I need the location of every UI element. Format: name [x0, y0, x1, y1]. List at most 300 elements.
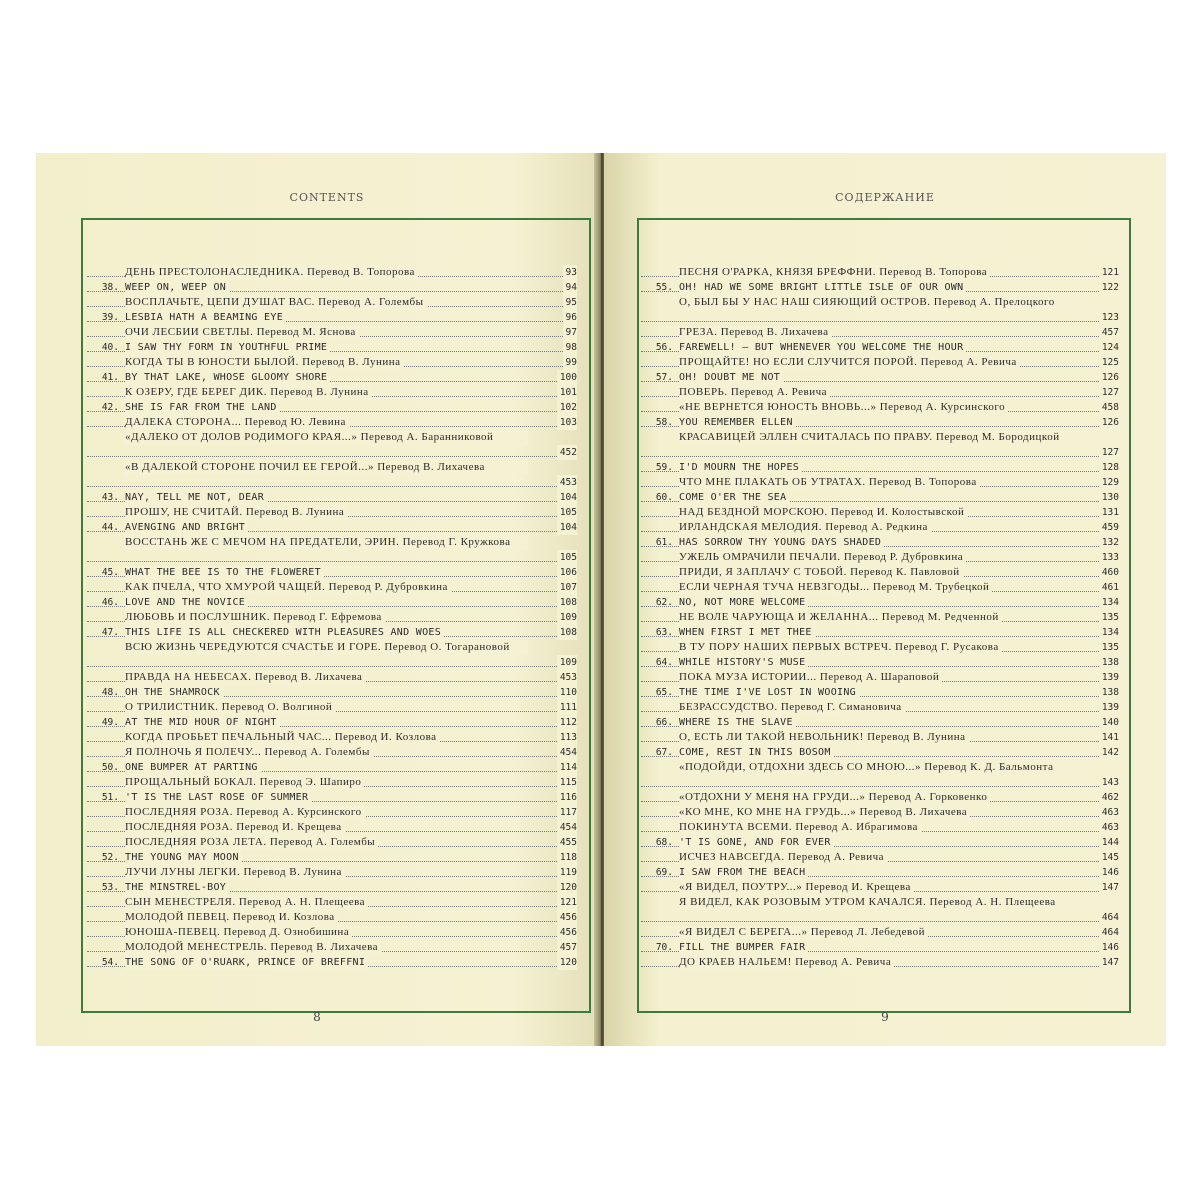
entry-title: «В ДАЛЕКОЙ СТОРОНЕ ПОЧИЛ ЕЕ ГЕРОЙ...» Перевод В. Лихачева [125, 460, 528, 475]
toc-entry [641, 280, 1119, 295]
entry-title: 'T IS GONE, AND FOR EVER [679, 835, 834, 850]
entry-number: 48. [101, 687, 119, 698]
toc-entry [87, 340, 577, 355]
entry-title: I SAW FROM THE BEACH [679, 865, 808, 880]
entry-number: 66. [655, 717, 673, 728]
entry-page: 133 [1099, 550, 1119, 565]
entry-title: ОЧИ ЛЕСБИИ СВЕТЛЫ. Перевод М. Яснова [125, 325, 359, 340]
entry-title: В ТУ ПОРУ НАШИХ ПЕРВЫХ ВСТРЕЧ. Перевод Г. Русакова [679, 640, 1002, 655]
entry-title: КОГДА ПРОБЬЕТ ПЕЧАЛЬНЫЙ ЧАС... Перевод И. Козлова [125, 730, 440, 745]
entry-title: «Я ВИДЕЛ, ПОУТРУ...» Перевод И. Крещева [679, 880, 914, 895]
entry-number: 69. [655, 867, 673, 878]
toc-entry [87, 490, 577, 505]
entry-page: 108 [557, 625, 577, 640]
entry-page: 132 [1099, 535, 1119, 550]
entry-title: ПОСЛЕДНЯЯ РОЗА. Перевод И. Крещева [125, 820, 345, 835]
entry-page: 141 [1099, 730, 1119, 745]
entry-page: 97 [563, 325, 577, 340]
entry-page: 463 [1099, 805, 1119, 820]
contents-frame-right [637, 218, 1131, 1013]
running-head-left: CONTENTS [289, 191, 365, 204]
toc-entry [641, 265, 1119, 280]
entry-page: 109 [557, 655, 577, 670]
entry-number: 70. [655, 942, 673, 953]
toc-entry [87, 760, 577, 775]
toc-entry [87, 505, 577, 520]
entry-title: HAS SORROW THY YOUNG DAYS SHADED [679, 535, 884, 550]
toc-entry [87, 745, 577, 760]
entry-page: 125 [1099, 355, 1119, 370]
entry-title: ВОСПЛАЧЬТЕ, ЦЕПИ ДУШАТ ВАС. Перевод А. Голембы [125, 295, 427, 310]
entry-page: 139 [1099, 700, 1119, 715]
entry-title: «ОТДОХНИ У МЕНЯ НА ГРУДИ...» Перевод А. Горковенко [679, 790, 990, 805]
entry-title: «НЕ ВЕРНЕТСЯ ЮНОСТЬ ВНОВЬ...» Перевод А. Курсинского [679, 400, 1008, 415]
entry-title: ЧТО МНЕ ПЛАКАТЬ ОБ УТРАТАХ. Перевод В. Топорова [679, 475, 980, 490]
entry-page: 105 [557, 505, 577, 520]
toc-entry [87, 835, 577, 850]
entry-page: 142 [1099, 745, 1119, 760]
entry-title: ПРОЩАЙТЕ! НО ЕСЛИ СЛУЧИТСЯ ПОРОЙ. Перевод А. Ревича [679, 355, 1020, 370]
entry-page: 120 [557, 955, 577, 970]
entry-page: 453 [557, 670, 577, 685]
entry-number: 42. [101, 402, 119, 413]
entry-page: 114 [557, 760, 577, 775]
toc-entry [87, 820, 577, 835]
entry-title: ГРЕЗА. Перевод В. Лихачева [679, 325, 831, 340]
entry-page: 98 [563, 340, 577, 355]
toc-entry [641, 805, 1119, 820]
entry-page: 464 [1099, 925, 1119, 940]
toc-entry [641, 325, 1119, 340]
toc-entry [87, 280, 577, 295]
entry-title: THE SONG OF O'RUARK, PRINCE OF BREFFNI [125, 955, 368, 970]
entry-title: THE YOUNG MAY MOON [125, 850, 242, 865]
entry-page: 127 [1099, 385, 1119, 400]
entry-title: ИСЧЕЗ НАВСЕГДА. Перевод А. Ревича [679, 850, 887, 865]
entry-title: THIS LIFE IS ALL CHECKERED WITH PLEASURES AND WOES [125, 625, 444, 640]
entry-page: 108 [557, 595, 577, 610]
toc-entry [641, 625, 1119, 640]
entry-number: 59. [655, 462, 673, 473]
entry-title: ЕСЛИ ЧЕРНАЯ ТУЧА НЕВЗГОДЫ... Перевод М. Трубецкой [679, 580, 992, 595]
toc-entry [87, 325, 577, 340]
toc-entry [641, 685, 1119, 700]
entry-title: НЕ ВОЛЕ ЧАРУЮЩА И ЖЕЛАННА... Перевод М. Редченной [679, 610, 1002, 625]
entry-number: 61. [655, 537, 673, 548]
entry-page: 461 [1099, 580, 1119, 595]
entry-title: ПРОЩАЛЬНЫЙ БОКАЛ. Перевод Э. Шапиро [125, 775, 364, 790]
entry-number: 54. [101, 957, 119, 968]
entry-title: ПРАВДА НА НЕБЕСАХ. Перевод В. Лихачева [125, 670, 365, 685]
running-head-right: СОДЕРЖАНИЕ [835, 191, 935, 204]
toc-entry [641, 760, 1119, 790]
entry-title: AVENGING AND BRIGHT [125, 520, 248, 535]
left-page [36, 153, 598, 1046]
entry-title: SHE IS FAR FROM THE LAND [125, 400, 280, 415]
entry-page: 121 [1099, 265, 1119, 280]
toc-entry [87, 595, 577, 610]
toc-list-right [641, 265, 1119, 970]
entry-title: ПОКИНУТА ВСЕМИ. Перевод А. Ибрагимова [679, 820, 921, 835]
entry-page: 103 [557, 415, 577, 430]
entry-number: 65. [655, 687, 673, 698]
toc-entry [641, 295, 1119, 325]
entry-page: 144 [1099, 835, 1119, 850]
dot-leader [87, 456, 577, 457]
entry-number: 39. [101, 312, 119, 323]
entry-title: OH THE SHAMROCK [125, 685, 223, 700]
toc-entry [641, 880, 1119, 895]
entry-page: 458 [1099, 400, 1119, 415]
toc-entry [641, 700, 1119, 715]
toc-entry [87, 385, 577, 400]
entry-page: 99 [563, 355, 577, 370]
entry-page: 147 [1099, 880, 1119, 895]
toc-entry [87, 625, 577, 640]
entry-page: 123 [1099, 310, 1119, 325]
entry-title: OH! HAD WE SOME BRIGHT LITTLE ISLE OF OUR OWN [679, 280, 966, 295]
entry-page: 128 [1099, 460, 1119, 475]
toc-entry [641, 520, 1119, 535]
entry-page: 130 [1099, 490, 1119, 505]
toc-entry [641, 955, 1119, 970]
entry-title: К ОЗЕРУ, ГДЕ БЕРЕГ ДИК. Перевод В. Лунина [125, 385, 372, 400]
entry-page: 110 [557, 685, 577, 700]
entry-title: WHILE HISTORY'S MUSE [679, 655, 808, 670]
entry-title: AT THE MID HOUR OF NIGHT [125, 715, 280, 730]
entry-page: 138 [1099, 685, 1119, 700]
page-number-right: 9 [881, 1010, 889, 1024]
entry-title: БЕЗРАССУДСТВО. Перевод Г. Симановича [679, 700, 905, 715]
contents-frame-left [81, 218, 591, 1013]
entry-page: 143 [1099, 775, 1119, 790]
entry-page: 145 [1099, 850, 1119, 865]
toc-entry [87, 955, 577, 970]
entry-number: 41. [101, 372, 119, 383]
entry-page: 115 [557, 775, 577, 790]
toc-entry [641, 850, 1119, 865]
toc-entry [87, 430, 577, 460]
toc-entry [641, 385, 1119, 400]
entry-page: 457 [1099, 325, 1119, 340]
dot-leader [641, 921, 1119, 922]
entry-page: 456 [557, 925, 577, 940]
entry-page: 94 [563, 280, 577, 295]
toc-entry [87, 355, 577, 370]
entry-title: ПОСЛЕДНЯЯ РОЗА ЛЕТА. Перевод А. Голембы [125, 835, 378, 850]
entry-page: 135 [1099, 640, 1119, 655]
toc-entry [87, 520, 577, 535]
entry-number: 68. [655, 837, 673, 848]
entry-title: LOVE AND THE NOVICE [125, 595, 248, 610]
dot-leader [641, 786, 1119, 787]
entry-page: 139 [1099, 670, 1119, 685]
entry-title: ЮНОША-ПЕВЕЦ. Перевод Д. Ознобишина [125, 925, 352, 940]
entry-page: 138 [1099, 655, 1119, 670]
right-page [604, 153, 1166, 1046]
entry-page: 124 [1099, 340, 1119, 355]
toc-entry [87, 925, 577, 940]
entry-title: WHEN FIRST I MET THEE [679, 625, 815, 640]
toc-entry [87, 910, 577, 925]
entry-title: Я ВИДЕЛ, КАК РОЗОВЫМ УТРОМ КАЧАЛСЯ. Перевод А. Н. Плещеева [679, 895, 1082, 910]
entry-title: УЖЕЛЬ ОМРАЧИЛИ ПЕЧАЛИ. Перевод Р. Дубровкина [679, 550, 966, 565]
entry-page: 105 [557, 550, 577, 565]
entry-number: 43. [101, 492, 119, 503]
toc-entry [641, 460, 1119, 475]
entry-number: 44. [101, 522, 119, 533]
entry-number: 57. [655, 372, 673, 383]
entry-page: 118 [557, 850, 577, 865]
entry-page: 113 [557, 730, 577, 745]
entry-page: 146 [1099, 865, 1119, 880]
toc-entry [641, 430, 1119, 460]
entry-page: 452 [557, 445, 577, 460]
entry-title: ДАЛЕКА СТОРОНА... Перевод Ю. Левина [125, 415, 349, 430]
entry-number: 38. [101, 282, 119, 293]
entry-page: 119 [557, 865, 577, 880]
entry-title: LESBIA HATH A BEAMING EYE [125, 310, 286, 325]
entry-title: МОЛОДОЙ МЕНЕСТРЕЛЬ. Перевод В. Лихачева [125, 940, 381, 955]
entry-title: COME, REST IN THIS BOSOM [679, 745, 834, 760]
entry-page: 129 [1099, 475, 1119, 490]
entry-title: FILL THE BUMPER FAIR [679, 940, 808, 955]
entry-title: КРАСАВИЦЕЙ ЭЛЛЕН СЧИТАЛАСЬ ПО ПРАВУ. Перевод М. Бородицкой [679, 430, 1082, 445]
entry-page: 120 [557, 880, 577, 895]
entry-number: 55. [655, 282, 673, 293]
dot-leader [87, 561, 577, 562]
entry-number: 64. [655, 657, 673, 668]
toc-entry [87, 265, 577, 280]
entry-number: 51. [101, 792, 119, 803]
toc-entry [87, 670, 577, 685]
toc-entry [87, 805, 577, 820]
entry-page: 104 [557, 520, 577, 535]
toc-list-left [87, 265, 577, 970]
toc-entry [87, 685, 577, 700]
entry-title: Я ПОЛНОЧЬ Я ПОЛЕЧУ... Перевод А. Голембы [125, 745, 373, 760]
entry-title: ONE BUMPER AT PARTING [125, 760, 261, 775]
toc-entry [641, 790, 1119, 805]
toc-entry [641, 415, 1119, 430]
entry-title: «ДАЛЕКО ОТ ДОЛОВ РОДИМОГО КРАЯ...» Перевод А. Баранниковой [125, 430, 528, 445]
toc-entry [87, 850, 577, 865]
toc-entry [641, 370, 1119, 385]
toc-entry [87, 400, 577, 415]
entry-page: 101 [557, 385, 577, 400]
toc-entry [641, 925, 1119, 940]
toc-entry [641, 895, 1119, 925]
entry-page: 464 [1099, 910, 1119, 925]
entry-title: О, ЕСТЬ ЛИ ТАКОЙ НЕВОЛЬНИК! Перевод В. Лунина [679, 730, 969, 745]
toc-entry [87, 775, 577, 790]
toc-entry [641, 865, 1119, 880]
entry-title: «КО МНЕ, КО МНЕ НА ГРУДЬ...» Перевод В. Лихачева [679, 805, 970, 820]
entry-title: КАК ПЧЕЛА, ЧТО ХМУРОЙ ЧАЩЕЙ. Перевод Р. Дубровкина [125, 580, 451, 595]
entry-title: «ПОДОЙДИ, ОТДОХНИ ЗДЕСЬ СО МНОЮ...» Перевод К. Д. Бальмонта [679, 760, 1082, 775]
toc-entry [87, 895, 577, 910]
toc-entry [641, 355, 1119, 370]
entry-title: «Я ВИДЕЛ С БЕРЕГА...» Перевод Л. Лебедевой [679, 925, 928, 940]
entry-title: WHAT THE BEE IS TO THE FLOWERET [125, 565, 324, 580]
toc-entry [87, 715, 577, 730]
entry-number: 50. [101, 762, 119, 773]
entry-page: 454 [557, 745, 577, 760]
toc-entry [641, 730, 1119, 745]
entry-title: КОГДА ТЫ В ЮНОСТИ БЫЛОЙ. Перевод В. Лунина [125, 355, 404, 370]
entry-title: I'D MOURN THE HOPES [679, 460, 802, 475]
entry-number: 67. [655, 747, 673, 758]
entry-title: YOU REMEMBER ELLEN [679, 415, 796, 430]
entry-page: 135 [1099, 610, 1119, 625]
entry-title: ПОВЕРЬ. Перевод А. Ревича [679, 385, 830, 400]
toc-entry [87, 640, 577, 670]
toc-entry [641, 835, 1119, 850]
toc-entry [87, 295, 577, 310]
entry-title: НАД БЕЗДНОЙ МОРСКОЮ. Перевод И. Колостывской [679, 505, 967, 520]
entry-page: 112 [557, 715, 577, 730]
entry-page: 126 [1099, 370, 1119, 385]
toc-entry [641, 580, 1119, 595]
entry-number: 53. [101, 882, 119, 893]
entry-number: 56. [655, 342, 673, 353]
entry-page: 96 [563, 310, 577, 325]
entry-page: 95 [563, 295, 577, 310]
toc-entry [641, 535, 1119, 550]
entry-page: 117 [557, 805, 577, 820]
entry-title: ЛУЧИ ЛУНЫ ЛЕГКИ. Перевод В. Лунина [125, 865, 345, 880]
entry-page: 462 [1099, 790, 1119, 805]
entry-title: МОЛОДОЙ ПЕВЕЦ. Перевод И. Козлова [125, 910, 338, 925]
toc-entry [641, 400, 1119, 415]
toc-entry [641, 340, 1119, 355]
entry-page: 455 [557, 835, 577, 850]
entry-title: ДЕНЬ ПРЕСТОЛОНАСЛЕДНИКА. Перевод В. Топорова [125, 265, 418, 280]
entry-title: ПОСЛЕДНЯЯ РОЗА. Перевод А. Курсинского [125, 805, 365, 820]
entry-title: THE MINSTREL-BOY [125, 880, 229, 895]
page-number-left: 8 [313, 1010, 321, 1024]
entry-title: OH! DOUBT ME NOT [679, 370, 783, 385]
entry-title: 'T IS THE LAST ROSE OF SUMMER [125, 790, 311, 805]
entry-title: NO, NOT MORE WELCOME [679, 595, 808, 610]
toc-entry [641, 565, 1119, 580]
toc-entry [87, 310, 577, 325]
entry-title: ДО КРАЕВ НАЛЬЕМ! Перевод А. Ревича [679, 955, 894, 970]
entry-number: 46. [101, 597, 119, 608]
entry-page: 463 [1099, 820, 1119, 835]
entry-title: COME O'ER THE SEA [679, 490, 789, 505]
entry-page: 147 [1099, 955, 1119, 970]
entry-page: 453 [557, 475, 577, 490]
entry-number: 60. [655, 492, 673, 503]
entry-page: 140 [1099, 715, 1119, 730]
entry-title: ВСЮ ЖИЗНЬ ЧЕРЕДУЮТСЯ СЧАСТЬЕ И ГОРЕ. Перевод О. Тогарановой [125, 640, 528, 655]
entry-title: FAREWELL! — BUT WHENEVER YOU WELCOME THE HOUR [679, 340, 966, 355]
toc-entry [641, 490, 1119, 505]
entry-title: WEEP ON, WEEP ON [125, 280, 229, 295]
entry-title: ПЕСНЯ О'РАРКА, КНЯЗЯ БРЕФФНИ. Перевод В. Топорова [679, 265, 990, 280]
dot-leader [641, 456, 1119, 457]
entry-page: 116 [557, 790, 577, 805]
toc-entry [87, 700, 577, 715]
entry-title: СЫН МЕНЕСТРЕЛЯ. Перевод А. Н. Плещеева [125, 895, 368, 910]
entry-title: THE TIME I'VE LOST IN WOOING [679, 685, 859, 700]
entry-title: WHERE IS THE SLAVE [679, 715, 796, 730]
entry-page: 131 [1099, 505, 1119, 520]
entry-page: 126 [1099, 415, 1119, 430]
toc-entry [87, 865, 577, 880]
entry-page: 456 [557, 910, 577, 925]
toc-entry [641, 820, 1119, 835]
entry-number: 47. [101, 627, 119, 638]
toc-entry [641, 940, 1119, 955]
entry-page: 121 [557, 895, 577, 910]
entry-title: ЛЮБОВЬ И ПОСЛУШНИК. Перевод Г. Ефремова [125, 610, 385, 625]
toc-entry [641, 745, 1119, 760]
entry-page: 122 [1099, 280, 1119, 295]
toc-entry [641, 610, 1119, 625]
entry-number: 62. [655, 597, 673, 608]
toc-entry [641, 550, 1119, 565]
entry-title: ПОКА МУЗА ИСТОРИИ... Перевод А. Шараповой [679, 670, 942, 685]
entry-number: 40. [101, 342, 119, 353]
entry-title: BY THAT LAKE, WHOSE GLOOMY SHORE [125, 370, 330, 385]
entry-title: ПРОШУ, НЕ СЧИТАЙ. Перевод В. Лунина [125, 505, 347, 520]
dot-leader [87, 486, 577, 487]
toc-entry [641, 595, 1119, 610]
entry-page: 459 [1099, 520, 1119, 535]
entry-page: 93 [563, 265, 577, 280]
toc-entry [87, 415, 577, 430]
entry-number: 63. [655, 627, 673, 638]
entry-number: 49. [101, 717, 119, 728]
toc-entry [87, 460, 577, 490]
toc-entry [641, 505, 1119, 520]
entry-page: 107 [557, 580, 577, 595]
toc-entry [87, 730, 577, 745]
toc-entry [641, 715, 1119, 730]
entry-title: NAY, TELL ME NOT, DEAR [125, 490, 267, 505]
entry-page: 111 [557, 700, 577, 715]
entry-page: 109 [557, 610, 577, 625]
toc-entry [641, 655, 1119, 670]
toc-entry [87, 940, 577, 955]
toc-entry [87, 880, 577, 895]
entry-title: ВОССТАНЬ ЖЕ С МЕЧОМ НА ПРЕДАТЕЛИ, ЭРИН. Перевод Г. Кружкова [125, 535, 528, 550]
entry-page: 454 [557, 820, 577, 835]
entry-page: 134 [1099, 595, 1119, 610]
entry-page: 134 [1099, 625, 1119, 640]
entry-title: I SAW THY FORM IN YOUTHFUL PRIME [125, 340, 330, 355]
entry-page: 102 [557, 400, 577, 415]
toc-entry [641, 475, 1119, 490]
entry-title: О ТРИЛИСТНИК. Перевод О. Волгиной [125, 700, 335, 715]
entry-title: ИРЛАНДСКАЯ МЕЛОДИЯ. Перевод А. Редкина [679, 520, 931, 535]
entry-number: 52. [101, 852, 119, 863]
toc-entry [87, 535, 577, 565]
entry-page: 100 [557, 370, 577, 385]
entry-page: 127 [1099, 445, 1119, 460]
dot-leader [641, 321, 1119, 322]
toc-entry [87, 610, 577, 625]
toc-entry [87, 580, 577, 595]
entry-number: 58. [655, 417, 673, 428]
entry-page: 460 [1099, 565, 1119, 580]
entry-number: 45. [101, 567, 119, 578]
toc-entry [87, 370, 577, 385]
toc-entry [641, 640, 1119, 655]
entry-title: ПРИДИ, Я ЗАПЛАЧУ С ТОБОЙ. Перевод К. Павловой [679, 565, 963, 580]
